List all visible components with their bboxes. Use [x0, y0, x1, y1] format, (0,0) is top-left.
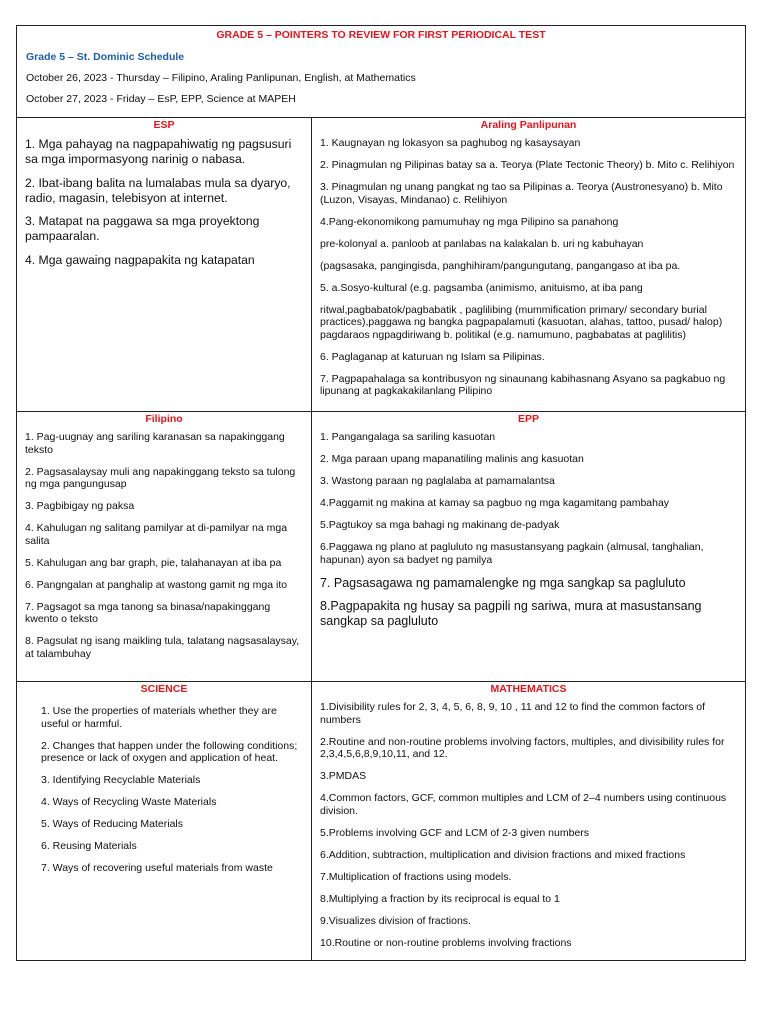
list-item: 6. Paglaganap at katuruan ng Islam sa Pilipinas. [320, 350, 545, 363]
filipino-cell [17, 412, 312, 681]
list-item: 6. Pangngalan at panghalip at wastong gamit ng mga ito [25, 578, 288, 591]
list-item: 4. Ways of Recycling Waste Materials [41, 796, 217, 808]
list-item: (pagsasaka, pangingisda, panghihiram/pangungutang, pangangaso at iba pa. [320, 259, 681, 272]
list-item: 1. Mga pahayag na nagpapahiwatig ng pagsusuri sa mga impormasyong narinig o nabasa. [25, 137, 292, 166]
science-title: SCIENCE [140, 683, 188, 695]
list-item: 7. Ways of recovering useful materials from waste [41, 862, 273, 874]
list-item: 8.Multiplying a fraction by its reciprocal is equal to 1 [320, 892, 560, 905]
list-item: 3. Pinagmulan ng unang pangkat ng tao sa Pilipinas a. Teorya (Austronesyano) b. Mito (Luzon, Visayas, Mindanao) c. Relihiyon [320, 181, 723, 206]
list-item: 5. a.Sosyo-kultural (e.g. pagsamba (animismo, anituismo, at iba pang [320, 281, 643, 294]
filipino-title: Filipino [145, 413, 183, 425]
list-item: 1.Divisibility rules for 2, 3, 4, 5, 6, 8, 9, 10 , 11 and 12 to find the common factors of numbers [320, 701, 706, 726]
list-item: pre-kolonyal a. panloob at panlabas na kalakalan b. uri ng kabuhayan [320, 237, 644, 250]
list-item: ritwal,pagbabatok/pagbabatik , paglilibing (mummification primary/ secondary burial practices),paggawa ng bangka pagpapalamuti (kasuotan, alahas, tattoo, pusad/ halop) pagdaraos ngpagdiriwang b. politikal (e.g. namumuno, pagbabatas at paglilitis) [320, 303, 723, 341]
list-item: 1. Use the properties of materials whether they are useful or harmful. [41, 705, 277, 730]
row-science-math [17, 682, 745, 960]
list-item: 3. Pagbibigay ng paksa [25, 500, 135, 512]
list-item: 4.Common factors, GCF, common multiples and LCM of 2–4 numbers using continuous division. [320, 792, 727, 817]
header-section [17, 26, 745, 118]
list-item: 2. Pinagmulan ng Pilipinas batay sa a. Teorya (Plate Tectonic Theory) b. Mito c. Relihiyon [320, 159, 735, 171]
schedule-line: October 26, 2023 - Thursday – Filipino, Araling Panlipunan, English, at Mathematics [26, 72, 416, 84]
review-table [16, 25, 746, 961]
list-item: 5.Problems involving GCF and LCM of 2-3 given numbers [320, 826, 590, 839]
math-title: MATHEMATICS [490, 683, 567, 695]
list-item: 5.Pagtukoy sa mga bahagi ng makinang de-padyak [320, 519, 560, 531]
list-item: 7. Pagsagot sa mga tanong sa binasa/napakinggang kwento o teksto [25, 600, 271, 625]
list-item: 2. Pagsasalaysay muli ang napakinggang teksto sa tulong ng mga pangungusap [25, 465, 296, 490]
list-item: 8. Pagsulat ng isang maikling tula, talatang nagsasalaysay, at talambuhay [25, 635, 300, 660]
list-item: 6. Reusing Materials [41, 840, 137, 852]
math-cell [312, 682, 745, 960]
list-item: 3. Identifying Recyclable Materials [41, 774, 201, 786]
list-item: 4. Mga gawaing nagpapakita ng katapatan [25, 252, 255, 267]
list-item: 4. Kahulugan ng salitang pamilyar at di-pamilyar na mga salita [25, 522, 288, 547]
list-item: 10.Routine or non-routine problems involving fractions [320, 936, 572, 949]
list-item: 4.Paggamit ng makina at kamay sa pagbuo ng mga kagamitang pambahay [320, 497, 670, 509]
ap-title: Araling Panlipunan [480, 119, 577, 131]
list-item: 1. Pangangalaga sa sariling kasuotan [320, 431, 496, 443]
list-item: 2. Mga paraan upang mapanatiling malinis ang kasuotan [320, 453, 584, 465]
list-item: 3.PMDAS [320, 770, 367, 782]
page-title: GRADE 5 – POINTERS TO REVIEW FOR FIRST PERIODICAL TEST [216, 29, 546, 41]
list-item: 5. Ways of Reducing Materials [41, 818, 184, 830]
list-item: 6.Paggawa ng plano at pagluluto ng masustansyang pagkain (almusal, tanghalian, hapunan) ayon sa badyet ng pamilya [320, 541, 704, 566]
epp-cell [312, 412, 745, 681]
list-item: 2.Routine and non-routine problems involving factors, multiples, and divisibility rules for 2,3,4,5,6,8,9,10,11, and 12. [320, 735, 725, 760]
list-item: 2. Ibat-ibang balita na lumalabas mula sa dyaryo, radio, magasin, telebisyon at internet. [25, 175, 291, 205]
schedule-title: Grade 5 – St. Dominic Schedule [26, 51, 185, 63]
esp-title: ESP [153, 119, 175, 131]
list-item: 3. Matapat na paggawa sa mga proyektong pampaaralan. [25, 214, 260, 243]
epp-title: EPP [517, 413, 539, 425]
list-item: 3. Wastong paraan ng paglalaba at pamamalantsa [320, 475, 555, 487]
list-item: 2. Changes that happen under the following conditions; presence or lack of oxygen and application of heat. [41, 739, 298, 764]
esp-cell [17, 118, 312, 411]
list-item: 6.Addition, subtraction, multiplication and division fractions and mixed fractions [320, 848, 686, 861]
list-item: 7.Multiplication of fractions using models. [320, 870, 512, 883]
list-item: 1. Pag-uugnay ang sariling karanasan sa napakinggang teksto [25, 431, 285, 456]
list-item: 8.Pagpapakita ng husay sa pagpili ng sariwa, mura at masustansang sangkap sa pagluluto [320, 598, 702, 628]
ap-cell [312, 118, 745, 411]
schedule-line: October 27, 2023 - Friday – EsP, EPP, Science at MAPEH [26, 93, 296, 105]
science-cell [17, 682, 312, 960]
row-esp-ap [17, 118, 745, 412]
list-item: 7. Pagsasagawa ng pamamalengke ng mga sangkap sa pagluluto [320, 575, 686, 590]
list-item: 4.Pang-ekonomikong pamumuhay ng mga Pilipino sa panahong [320, 215, 619, 228]
list-item: 5. Kahulugan ang bar graph, pie, talahanayan at iba pa [25, 556, 282, 569]
list-item: 1. Kaugnayan ng lokasyon sa paghubog ng kasaysayan [320, 137, 581, 149]
list-item: 9.Visualizes division of fractions. [320, 914, 471, 927]
list-item: 7. Pagpapahalaga sa kontribusyon ng sinaunang kabihasnang Asyano sa pagkabuo ng lipunang at pagkakakilanlang Pilipino [320, 372, 726, 397]
row-filipino-epp [17, 412, 745, 682]
science-list [25, 705, 303, 875]
